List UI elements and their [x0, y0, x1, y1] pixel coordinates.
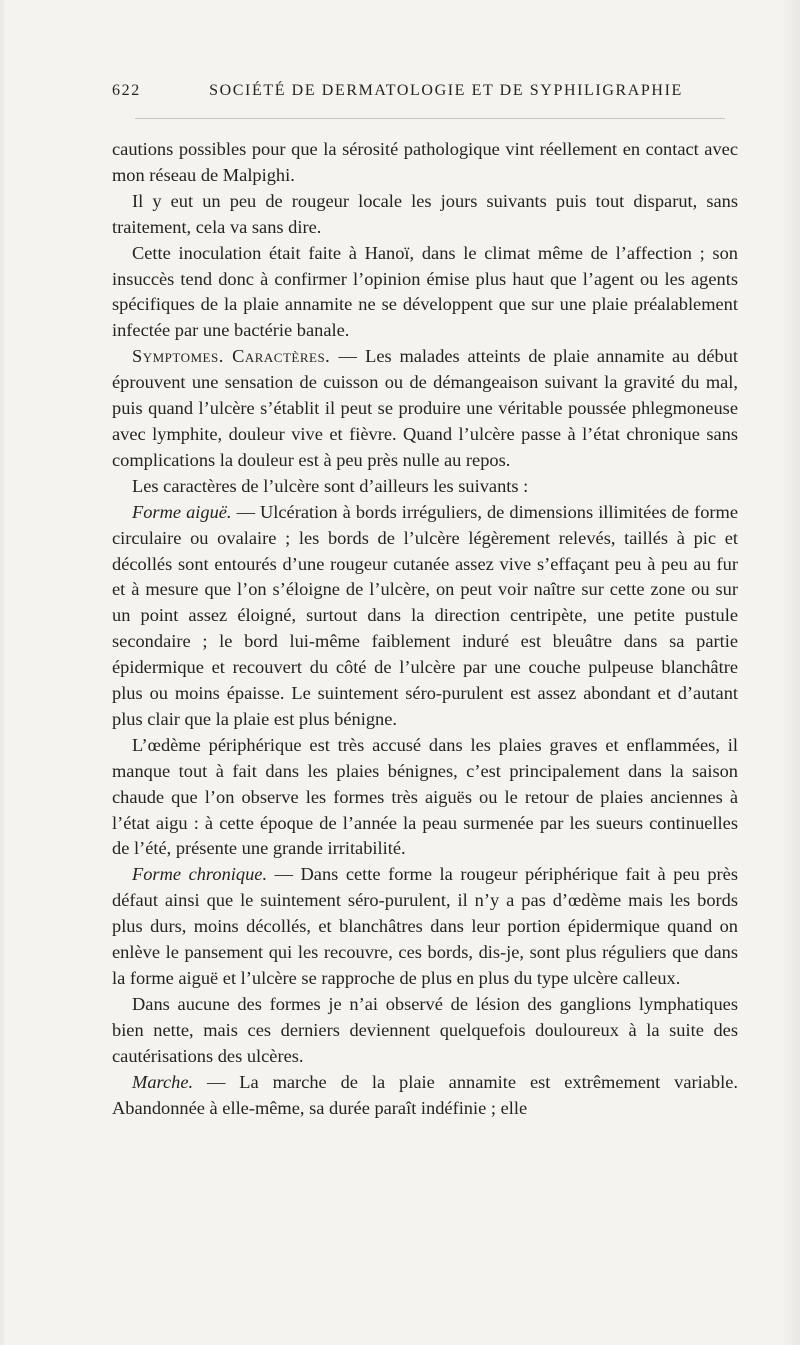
page-header [112, 82, 730, 100]
paragraph [112, 474, 738, 500]
paragraph [112, 862, 738, 992]
paragraph [112, 241, 738, 345]
paragraph-text: — Dans cette forme la rougeur périphérique fait à peu près défaut ainsi que le suintement séro-purulent, il n’y a pas d’œdème mais les bords plus durs, moins décollés, et blanchâtres dans leur portion épidermique quand on enlève le pansement qui les recouvre, ces bords, dis-je, sont plus réguliers que dans la forme aiguë et l’ulcère se rapproche de plus en plus du type ulcère calleux. [112, 864, 738, 988]
page-left-edge [0, 0, 4, 1345]
paragraph [112, 189, 738, 241]
section-heading-symptomes: Symptomes. Caractères. — [132, 346, 358, 367]
page-right-edge [782, 0, 800, 1345]
subheading-forme-chronique: Forme chronique. [132, 864, 268, 885]
header-rule [135, 118, 725, 119]
paragraph-text: Les caractères de l’ulcère sont d’ailleurs les suivants : [132, 475, 529, 496]
paragraph [112, 733, 738, 863]
paragraph [112, 344, 738, 474]
running-title: SOCIÉTÉ DE DERMATOLOGIE ET DE SYPHILIGRAPHIE [209, 82, 683, 99]
paragraph-text: — La marche de la plaie annamite est extrêmement variable. Abandonnée à elle-même, sa durée paraît indéfinie ; elle [112, 1071, 738, 1118]
page-number: 622 [112, 82, 141, 99]
paragraph [112, 992, 738, 1070]
paragraph-text: cautions possibles pour que la sérosité pathologique vint réellement en contact avec mon réseau de Malpighi. [112, 139, 738, 185]
subheading-forme-aigue: Forme aiguë. [132, 501, 232, 522]
paragraph-text: Il y eut un peu de rougeur locale les jours suivants puis tout disparut, sans traitement, cela va sans dire. [112, 190, 738, 237]
paragraph-text: L’œdème périphérique est très accusé dans les plaies graves et enflammées, il manque tout à fait dans les plaies bénignes, c’est principalement dans la saison chaude que l’on observe les formes très aiguës ou le retour de plaies anciennes à l’état aigu : à cette époque de l’année la peau surmenée par les sueurs continuelles de l’été, présente une grande irritabilité. [112, 734, 738, 859]
body-text [112, 137, 738, 1121]
paragraph-text: Dans aucune des formes je n’ai observé de lésion des ganglions lymphatiques bien nette, mais ces derniers deviennent quelquefois douloureux à la suite des cautérisations des ulcères. [112, 993, 738, 1066]
paragraph [112, 500, 738, 733]
paragraph-text: — Ulcération à bords irréguliers, de dimensions illimitées de forme circulaire ou ovalaire ; les bords de l’ulcère légèrement relevés, taillés à pic et décollés sont entourés d’une rougeur cutanée assez vive s’effaçant peu à peu au fur et à mesure que l’on s’éloigne de l’ulcère, on peut voir naître sur cette zone ou sur un point assez éloigné, surtout dans la direction centripète, une petite pustule secondaire ; le bord lui-même faiblement induré est bleuâtre dans sa partie épidermique et recouvert du côté de l’ulcère par une couche pulpeuse blanchâtre plus ou moins épaisse. Le suintement séro-purulent est assez abondant et d’autant plus clair que la plaie est plus bénigne. [112, 501, 738, 729]
paragraph-text: Cette inoculation était faite à Hanoï, dans le climat même de l’affection ; son insuccès tend donc à confirmer l’opinion émise plus haut que l’agent ou les agents spécifiques de la plaie annamite ne se développent que sur une plaie préalablement infectée par une bactérie banale. [112, 242, 738, 341]
paragraph [112, 1070, 738, 1122]
paragraph [112, 137, 738, 189]
subheading-marche: Marche. [132, 1071, 194, 1092]
paragraph-text: Les malades atteints de plaie annamite au début éprouvent une sensation de cuisson ou de démangeaison suivant la gravité du mal, puis quand l’ulcère s’établit il peut se produire une véritable poussée phlegmoneuse avec lymphite, douleur vive et fièvre. Quand l’ulcère passe à l’état chronique sans complications la douleur est à peu près nulle au repos. [112, 346, 739, 470]
